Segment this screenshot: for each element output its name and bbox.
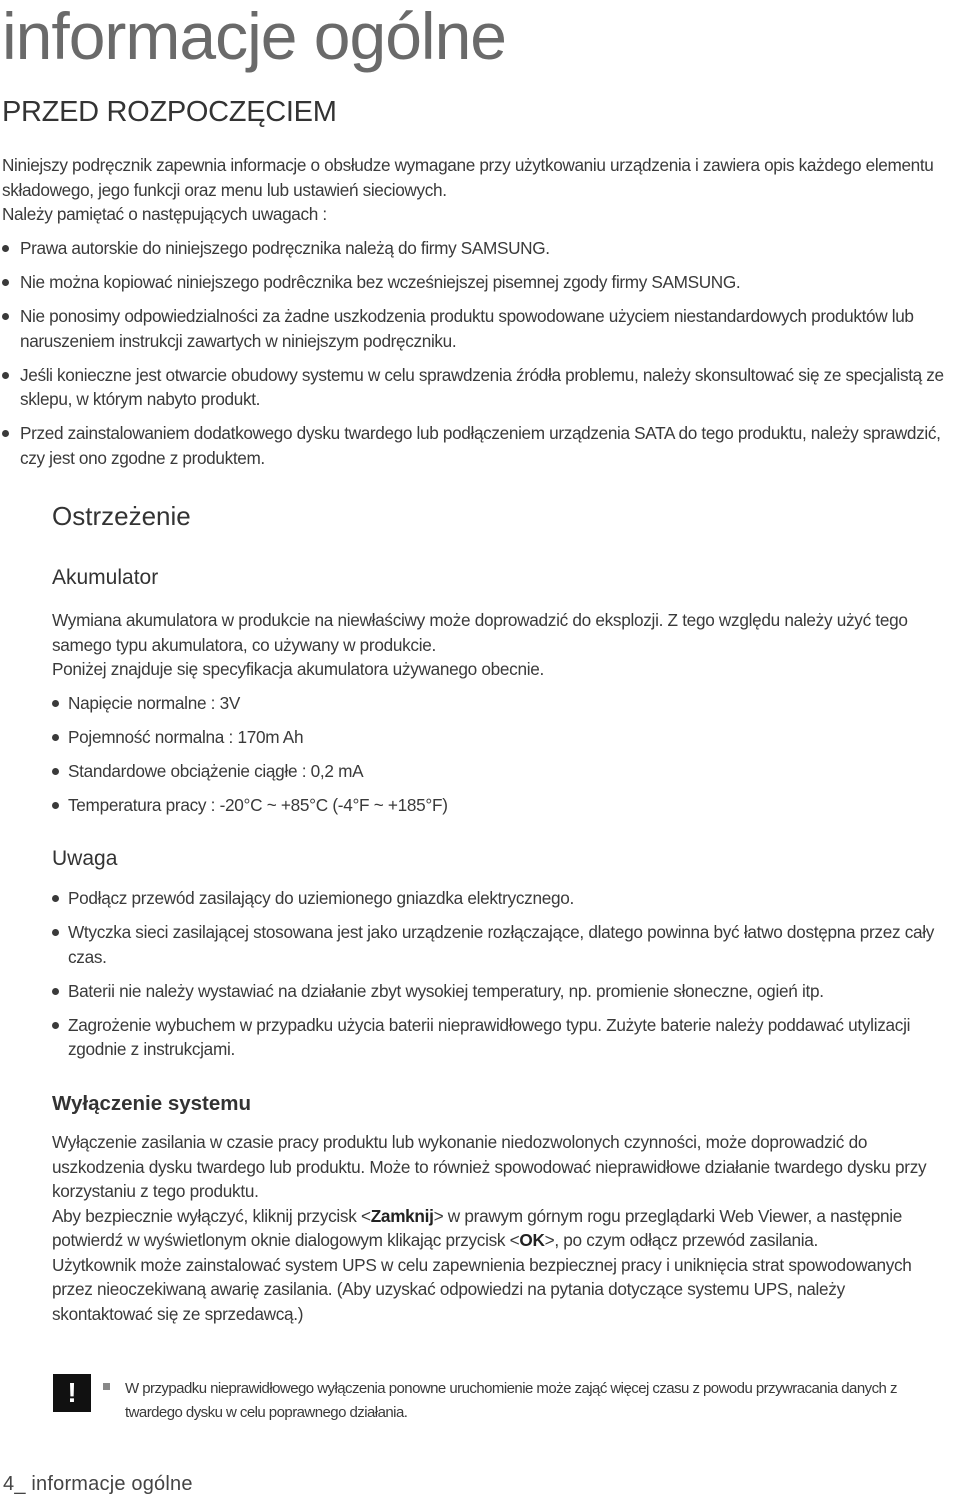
shutdown-text: [52, 1130, 932, 1326]
list-item: [52, 886, 952, 911]
list-item-text: Nie można kopiować niniejszego podrêcznika bez wcześniejszej pisemnej zgody firmy SAMSUNG.: [20, 272, 741, 292]
list-item: [2, 363, 958, 412]
shutdown-paragraph-3: Użytkownik może zainstalować system UPS w celu zapewnienia bezpiecznej pracy i uniknięcia strat spowodowanych przez nieoczekiwaną awarię zasilania. (Aby uzyskać odpowiedzi na pytania dotyczące systemu UPS, należy skontaktować się ze sprzedawcą.): [52, 1254, 912, 1324]
battery-heading: Akumulator: [52, 566, 159, 589]
list-item: [2, 304, 958, 353]
notes-list: [2, 236, 958, 470]
close-button-label: Zamknij: [370, 1205, 434, 1226]
shutdown-heading: Wyłączenie systemu: [52, 1092, 252, 1115]
list-item-text: Nie ponosimy odpowiedzialności za żadne uszkodzenia produktu spowodowane użyciem niestandardowych produktów lub naruszeniem instrukcji zawartych w niniejszym podręczniku.: [20, 306, 914, 351]
battery-paragraph: Wymiana akumulatora w produkcie na niewłaściwy może doprowadzić do eksplozji. Z tego względu należy użyć tego samego typu akumulatora, co używany w produkcie.: [52, 610, 908, 655]
list-item-text: Temperatura pracy : -20°C ~ +85°C (-4°F ~ +185°F): [68, 795, 448, 815]
list-item-text: Napięcie normalne : 3V: [68, 693, 241, 713]
list-item-text: Zagrożenie wybuchem w przypadku użycia baterii nieprawidłowego typu. Zużyte baterie należy poddawać utylizacji zgodnie z instrukcjami.: [68, 1014, 911, 1059]
text-fragment: > w prawym górnym rogu przeglądarki Web Viewer, a następnie potwierdź w wyświetlonym oknie dialogowym klikając przycisk <: [52, 1205, 903, 1250]
section-title: PRZED ROZPOCZĘCIEM: [2, 96, 337, 128]
list-item: [52, 1013, 952, 1062]
battery-spec-list: [52, 691, 932, 818]
bullet-icon: [52, 1022, 59, 1029]
square-bullet-icon: [103, 1383, 110, 1390]
bullet-icon: [52, 768, 59, 775]
text-fragment: >, po czym odłącz przewód zasilania.: [544, 1230, 819, 1250]
list-item: [52, 725, 932, 750]
caution-heading: Uwaga: [52, 847, 118, 870]
list-item-text: Pojemność normalna : 170m Ah: [68, 727, 304, 747]
list-item-text: Jeśli konieczne jest otwarcie obudowy systemu w celu sprawdzenia źródła problemu, należy skonsultować się ze specjalistą ze sklepu, w którym nabyto produkt.: [20, 364, 944, 409]
battery-spec-intro: Poniżej znajduje się specyfikacja akumulatora używanego obecnie.: [52, 659, 544, 679]
list-item: [52, 979, 952, 1004]
list-item-text: Podłącz przewód zasilający do uziemionego gniazdka elektrycznego.: [68, 888, 574, 908]
list-item: [52, 920, 952, 969]
list-item-text: Baterii nie należy wystawiać na działanie zbyt wysokiej temperatury, np. promienie słoneczne, ogień itp.: [68, 980, 824, 1001]
intro-note: Należy pamiętać o następujących uwagach :: [2, 204, 327, 224]
list-item: [52, 691, 932, 716]
text-fragment: Aby bezpiecznie wyłączyć, kliknij przycisk <: [52, 1205, 371, 1226]
intro-text: [2, 153, 952, 227]
caution-list: [52, 886, 952, 1062]
list-item-text: Wtyczka sieci zasilającej stosowana jest jako urządzenie rozłączające, dlatego powinna być łatwo dostępna przez cały czas.: [68, 922, 935, 967]
bullet-icon: [2, 245, 9, 252]
warning-heading: Ostrzeżenie: [52, 501, 191, 531]
list-item: [2, 421, 958, 470]
list-item: [52, 759, 932, 784]
ok-button-label: OK: [519, 1230, 545, 1250]
bullet-icon: [52, 988, 59, 995]
bullet-icon: [52, 700, 59, 707]
intro-paragraph: Niniejszy podręcznik zapewnia informacje o obsłudze wymagane przy użytkowaniu urządzenia i zawiera opis każdego elementu składowego, jego funkcji oraz menu lub ustawień sieciowych.: [2, 155, 934, 200]
list-item: [2, 236, 958, 261]
bullet-icon: [52, 895, 59, 902]
exclamation-icon: !: [53, 1374, 91, 1412]
list-item: [52, 793, 932, 818]
bullet-icon: [52, 734, 59, 741]
page-footer: 4_ informacje ogólne: [3, 1473, 193, 1495]
shutdown-paragraph-1: Wyłączenie zasilania w czasie pracy produktu lub wykonanie niedozwolonych czynności, może doprowadzić do uszkodzenia dysku twardego lub produktu. Może to również spowodować nieprawidłowe działanie twardego dysku przy korzystaniu z tego produktu.: [52, 1132, 927, 1201]
list-item-text: Standardowe obciążenie ciągłe : 0,2 mA: [68, 761, 364, 781]
bullet-icon: [2, 372, 9, 379]
bullet-icon: [2, 430, 9, 437]
note-text: W przypadku nieprawidłowego wyłączenia ponowne uruchomienie może zająć więcej czasu z powodu przywracania danych z twardego dysku w celu poprawnego działania.: [125, 1380, 897, 1421]
list-item-text: Przed zainstalowaniem dodatkowego dysku twardego lub podłączeniem urządzenia SATA do tego produktu, należy sprawdzić, czy jest ono zgodne z produktem.: [20, 423, 941, 468]
bullet-icon: [52, 802, 59, 809]
page-title: informacje ogólne: [2, 0, 506, 73]
shutdown-paragraph-2: [52, 1206, 902, 1251]
bullet-icon: [52, 929, 59, 936]
bullet-icon: [2, 313, 9, 320]
bullet-icon: [2, 279, 9, 286]
list-item-text: Prawa autorskie do niniejszego podręcznika należą do firmy SAMSUNG.: [20, 238, 550, 258]
battery-text: [52, 608, 932, 682]
list-item: [2, 270, 958, 295]
